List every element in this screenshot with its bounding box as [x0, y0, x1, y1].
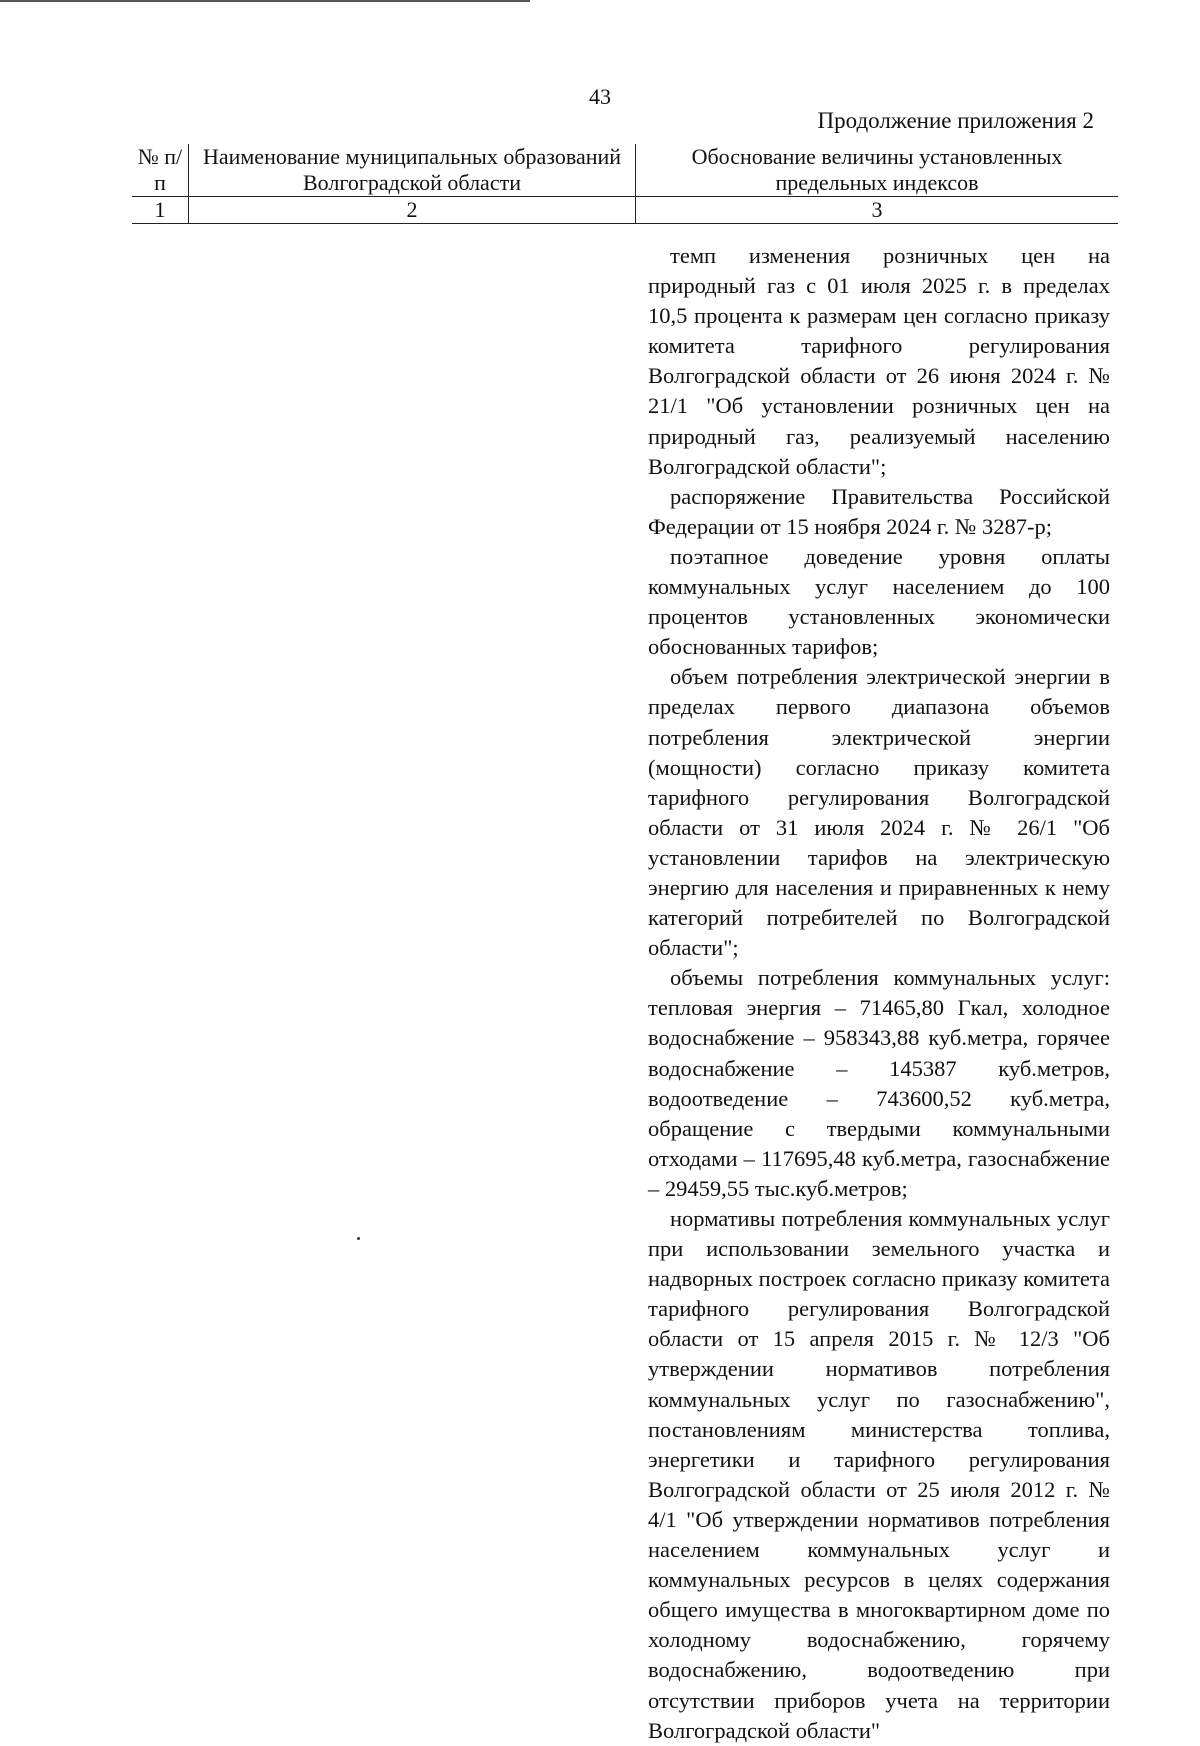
paragraph-electricity: объем потребления электрической энергии в пределах первого диапазона объемов потребления электрической энергии (мощности) согласно приказу комитета тарифного регулирования Волгоградской области от 31 июля 2024 г. № 26/1 "Об установлении тарифов на электрическую энергию для населения и приравненных к нему категорий потребителей по Волгоградской области"; [648, 664, 1110, 961]
column-number-2: 2 [189, 197, 636, 224]
continuation-note: Продолжение приложения 2 [817, 108, 1094, 133]
paragraph-consumption-volumes: объемы потребления коммунальных услуг: тепловая энергия – 71465,80 Гкал, холодное водоснабжение – 958343,88 куб.метра, горячее водоснабжение – 145387 куб.метров, водоотведение – 743600,52 куб.метра, обращение с твердыми коммунальными отходами – 117695,48 куб.метра, газоснабжение – 29459,55 тыс.куб.метров; [648, 965, 1110, 1201]
header-cell-municipality: Наименование муниципальных образований Волгоградской области [189, 144, 636, 197]
column-number-1: 1 [132, 197, 189, 224]
paragraph-government-order: распоряжение Правительства Российской Федерации от 15 ноября 2024 г. № 3287-р; [648, 483, 1110, 539]
header-row [132, 144, 1118, 197]
column-number-row [132, 197, 1118, 224]
scan-top-edge [0, 0, 530, 2]
page-number: 43 [589, 84, 611, 109]
paragraph-payment-level: поэтапное доведение уровня оплаты коммунальных услуг населением до 100 процентов установленных экономически обоснованных тарифов; [648, 543, 1110, 660]
paragraph-consumption-norms: нормативы потребления коммунальных услуг при использовании земельного участка и надворных построек согласно приказу комитета тарифного регулирования Волгоградской области от 15 апреля 2015 г. № 12/3 "Об утверждении нормативов потребления коммунальных услуг по газоснабжению", постановлениям министерства топлива, энергетики и тарифного регулирования Волгоградской области от 25 июля 2012 г. № 4/1 "Об утверждении нормативов потребления населением коммунальных услуг и коммунальных ресурсов в целях содержания общего имущества в многоквартирном доме по холодному водоснабжению, горячему водоснабжению, водоотведению при отсутствии приборов учета на территории Волгоградской области" [648, 1206, 1110, 1743]
scan-speck [357, 1237, 360, 1240]
paragraph-gas-prices: темп изменения розничных цен на природный газ с 01 июля 2025 г. в пределах 10,5 процента к размерам цен согласно приказу комитета тарифного регулирования Волгоградской области от 26 июня 2024 г. № 21/1 "Об установлении розничных цен на природный газ, реализуемый населению Волгоградской области"; [648, 243, 1110, 479]
header-cell-justification: Обоснование величины установленных предельных индексов [636, 144, 1119, 197]
header-cell-number: № п/п [132, 144, 189, 197]
header-table [132, 144, 1118, 224]
column-number-3: 3 [636, 197, 1119, 224]
justification-text [648, 241, 1110, 1746]
